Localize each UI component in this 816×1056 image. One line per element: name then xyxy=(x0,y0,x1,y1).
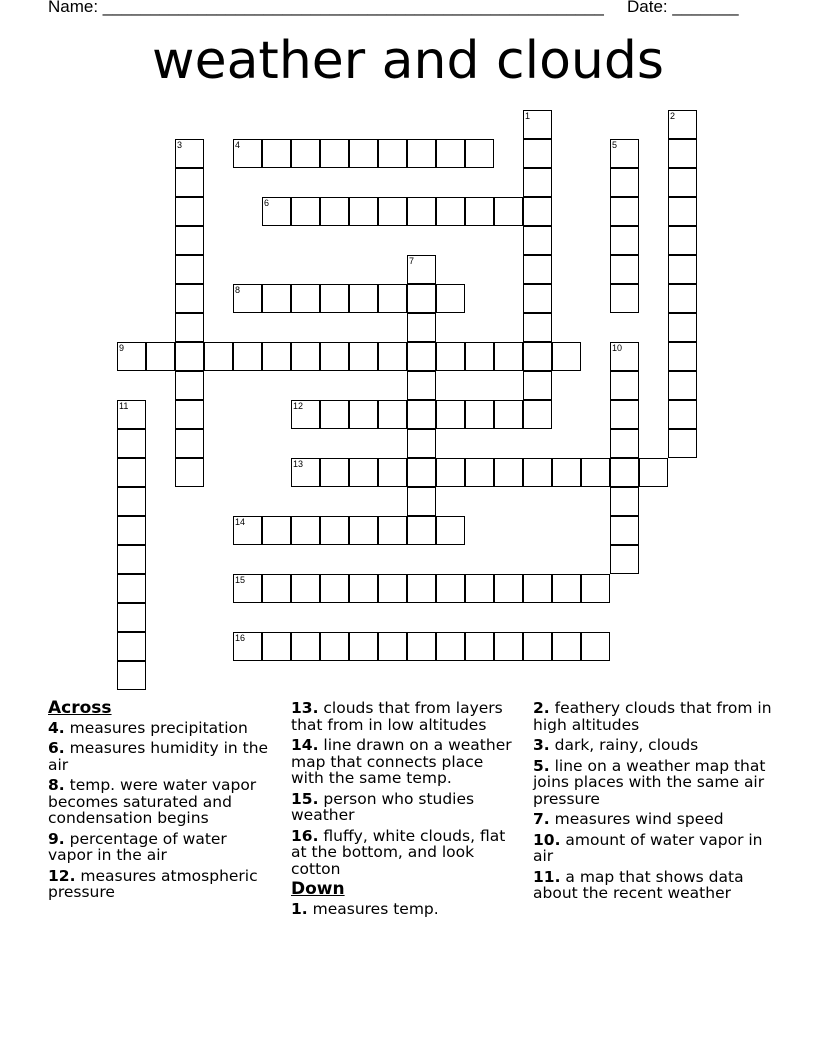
grid-cell[interactable] xyxy=(610,516,639,545)
clue-number: 11. xyxy=(533,867,561,886)
clue-number-label: 6 xyxy=(264,198,270,208)
grid-cell[interactable] xyxy=(523,139,552,168)
clue-number-label: 12 xyxy=(293,401,304,411)
clue-text: dark, rainy, clouds xyxy=(549,736,699,754)
grid-cell[interactable] xyxy=(523,168,552,197)
clue-item xyxy=(291,791,516,824)
clue-item xyxy=(48,720,273,737)
clue-column-2 xyxy=(291,700,516,921)
clue-number: 8. xyxy=(48,776,65,794)
grid-cell[interactable] xyxy=(610,371,639,400)
grid-cell[interactable] xyxy=(552,632,581,661)
grid-cell[interactable] xyxy=(320,284,349,313)
clue-text: line on a weather map that joins places with the same air pressure xyxy=(533,756,766,808)
grid-cell[interactable] xyxy=(117,603,146,632)
grid-cell[interactable] xyxy=(320,197,349,226)
clue-number-label: 5 xyxy=(612,140,618,150)
grid-cell[interactable] xyxy=(436,632,465,661)
clue-number: 15. xyxy=(291,789,319,808)
grid-cell[interactable] xyxy=(233,342,262,371)
grid-cell[interactable] xyxy=(349,284,378,313)
grid-cell[interactable] xyxy=(552,458,581,487)
grid-cell[interactable] xyxy=(175,458,204,487)
across-heading: Across xyxy=(48,698,112,718)
clue-text: measures temp. xyxy=(307,899,439,918)
grid-cell[interactable] xyxy=(465,574,494,603)
grid-cell[interactable] xyxy=(349,458,378,487)
grid-cell[interactable] xyxy=(407,400,436,429)
clue-text: temp. were water vapor becomes saturated and condensation begins xyxy=(48,776,257,827)
grid-cell[interactable] xyxy=(436,574,465,603)
grid-cell[interactable] xyxy=(175,371,204,400)
grid-cell[interactable] xyxy=(668,197,697,226)
grid-cell[interactable] xyxy=(320,632,349,661)
clue-item xyxy=(48,777,273,827)
clue-number-label: 4 xyxy=(235,140,241,150)
grid-cell[interactable] xyxy=(581,632,610,661)
grid-cell[interactable] xyxy=(320,574,349,603)
grid-cell[interactable] xyxy=(175,168,204,197)
clue-number-label: 8 xyxy=(235,285,241,295)
grid-cell[interactable] xyxy=(668,168,697,197)
grid-cell[interactable] xyxy=(610,255,639,284)
clue-text: clouds that from layers that from in low altitudes xyxy=(291,699,503,734)
clue-number: 13. xyxy=(291,699,319,717)
grid-cell[interactable] xyxy=(320,516,349,545)
grid-cell[interactable] xyxy=(668,284,697,313)
grid-cell[interactable] xyxy=(523,342,552,371)
grid-cell[interactable] xyxy=(523,574,552,603)
grid-cell[interactable] xyxy=(407,139,436,168)
grid-cell[interactable] xyxy=(639,458,668,487)
grid-cell[interactable] xyxy=(465,197,494,226)
grid-cell[interactable] xyxy=(117,458,146,487)
clue-number-label: 9 xyxy=(119,343,125,353)
clue-number-label: 3 xyxy=(177,140,183,150)
grid-cell[interactable] xyxy=(349,139,378,168)
grid-cell[interactable] xyxy=(523,400,552,429)
clue-item xyxy=(48,868,273,901)
grid-cell[interactable] xyxy=(407,371,436,400)
clue-number-label: 7 xyxy=(409,256,415,266)
grid-cell[interactable] xyxy=(117,632,146,661)
grid-cell[interactable] xyxy=(175,197,204,226)
grid-cell[interactable] xyxy=(494,342,523,371)
grid-cell[interactable] xyxy=(523,458,552,487)
grid-cell[interactable] xyxy=(117,516,146,545)
grid-cell[interactable] xyxy=(668,429,697,458)
clue-item xyxy=(291,901,516,918)
clue-number: 10. xyxy=(533,830,561,849)
grid-cell[interactable] xyxy=(436,197,465,226)
grid-cell[interactable] xyxy=(291,139,320,168)
clue-number: 4. xyxy=(48,718,65,737)
grid-cell[interactable] xyxy=(407,429,436,458)
clue-item xyxy=(48,831,273,864)
clue-number: 12. xyxy=(48,866,76,885)
down-heading: Down xyxy=(291,879,345,899)
grid-cell[interactable] xyxy=(175,313,204,342)
grid-cell[interactable] xyxy=(581,458,610,487)
clue-item xyxy=(533,832,773,865)
clue-item xyxy=(533,758,773,808)
grid-cell[interactable] xyxy=(465,342,494,371)
grid-cell[interactable] xyxy=(610,429,639,458)
grid-cell[interactable] xyxy=(378,284,407,313)
grid-cell[interactable] xyxy=(668,139,697,168)
grid-cell[interactable] xyxy=(320,139,349,168)
clue-number-label: 1 xyxy=(525,111,531,121)
grid-cell[interactable] xyxy=(407,284,436,313)
grid-cell[interactable] xyxy=(523,226,552,255)
grid-cell[interactable] xyxy=(349,400,378,429)
grid-cell[interactable] xyxy=(610,226,639,255)
grid-cell[interactable] xyxy=(581,574,610,603)
grid-cell[interactable] xyxy=(291,197,320,226)
clue-column-3 xyxy=(533,700,773,906)
grid-cell[interactable] xyxy=(117,545,146,574)
grid-cell[interactable] xyxy=(117,661,146,690)
grid-cell[interactable] xyxy=(349,342,378,371)
grid-cell[interactable] xyxy=(465,400,494,429)
grid-cell[interactable] xyxy=(610,400,639,429)
grid-cell[interactable] xyxy=(378,574,407,603)
grid-cell[interactable] xyxy=(407,458,436,487)
grid-cell[interactable] xyxy=(494,400,523,429)
grid-cell[interactable] xyxy=(291,632,320,661)
clue-number: 14. xyxy=(291,736,319,754)
grid-cell[interactable] xyxy=(349,516,378,545)
grid-cell[interactable] xyxy=(262,342,291,371)
clue-number-label: 15 xyxy=(235,575,246,585)
grid-cell[interactable] xyxy=(610,487,639,516)
clue-item xyxy=(533,811,773,828)
grid-cell[interactable] xyxy=(407,574,436,603)
clue-text: a map that shows data about the recent weather xyxy=(533,867,744,902)
grid-cell[interactable] xyxy=(436,458,465,487)
clue-item xyxy=(291,700,516,733)
grid-cell[interactable] xyxy=(523,371,552,400)
clue-text: line drawn on a weather map that connects place with the same temp. xyxy=(291,736,512,787)
clue-number-label: 14 xyxy=(235,517,246,527)
clue-number-label: 13 xyxy=(293,459,304,469)
clue-column-1 xyxy=(48,700,273,905)
clue-number-label: 16 xyxy=(235,633,246,643)
grid-cell[interactable] xyxy=(262,574,291,603)
clue-number: 7. xyxy=(533,810,550,828)
clue-number: 9. xyxy=(48,829,65,848)
grid-cell[interactable] xyxy=(407,197,436,226)
grid-cell[interactable] xyxy=(262,632,291,661)
clue-item xyxy=(291,737,516,787)
grid-cell[interactable] xyxy=(262,516,291,545)
grid-cell[interactable] xyxy=(175,429,204,458)
grid-cell[interactable] xyxy=(175,342,204,371)
grid-cell[interactable] xyxy=(175,255,204,284)
grid-cell[interactable] xyxy=(668,255,697,284)
grid-cell[interactable] xyxy=(668,371,697,400)
grid-cell[interactable] xyxy=(407,632,436,661)
grid-cell[interactable] xyxy=(523,313,552,342)
grid-cell[interactable] xyxy=(378,458,407,487)
clue-number-label: 10 xyxy=(612,343,623,353)
clue-text: percentage of water vapor in the air xyxy=(48,829,227,864)
clue-item xyxy=(291,828,516,878)
clue-number-label: 2 xyxy=(670,111,676,121)
grid-cell[interactable] xyxy=(407,313,436,342)
grid-cell[interactable] xyxy=(523,284,552,313)
grid-cell[interactable] xyxy=(668,400,697,429)
clue-text: measures wind speed xyxy=(549,810,724,828)
grid-cell[interactable] xyxy=(175,400,204,429)
grid-cell[interactable] xyxy=(146,342,175,371)
grid-cell[interactable] xyxy=(291,574,320,603)
clue-text: fluffy, white clouds, flat at the bottom, and look cotton xyxy=(291,826,506,878)
grid-cell[interactable] xyxy=(436,400,465,429)
grid-cell[interactable] xyxy=(262,139,291,168)
grid-cell[interactable] xyxy=(349,632,378,661)
grid-cell[interactable] xyxy=(610,197,639,226)
grid-cell[interactable] xyxy=(378,516,407,545)
clue-item xyxy=(533,737,773,754)
clue-number: 5. xyxy=(533,756,550,775)
clue-item xyxy=(533,700,773,733)
grid-cell[interactable] xyxy=(378,197,407,226)
grid-cell[interactable] xyxy=(204,342,233,371)
grid-cell[interactable] xyxy=(552,342,581,371)
clue-text: measures precipitation xyxy=(64,718,248,737)
clue-number: 3. xyxy=(533,736,550,754)
name-field[interactable]: Name: _____________________________________________________ xyxy=(48,0,604,16)
grid-cell[interactable] xyxy=(610,458,639,487)
grid-cell[interactable] xyxy=(552,574,581,603)
grid-cell[interactable] xyxy=(523,197,552,226)
grid-cell[interactable] xyxy=(494,458,523,487)
grid-cell[interactable] xyxy=(668,226,697,255)
grid-cell[interactable] xyxy=(610,545,639,574)
grid-cell[interactable] xyxy=(117,429,146,458)
grid-cell[interactable] xyxy=(117,574,146,603)
clue-text: measures humidity in the air xyxy=(48,739,269,774)
clue-number: 1. xyxy=(291,899,308,918)
grid-cell[interactable] xyxy=(465,632,494,661)
grid-cell[interactable] xyxy=(378,139,407,168)
grid-cell[interactable] xyxy=(291,516,320,545)
date-field[interactable]: Date: _______ xyxy=(627,0,739,16)
grid-cell[interactable] xyxy=(262,284,291,313)
grid-cell[interactable] xyxy=(523,255,552,284)
clue-number-label: 11 xyxy=(119,401,129,411)
grid-cell[interactable] xyxy=(320,342,349,371)
grid-cell[interactable] xyxy=(175,226,204,255)
grid-cell[interactable] xyxy=(436,516,465,545)
clue-number: 16. xyxy=(291,826,319,845)
clue-text: measures atmospheric pressure xyxy=(48,866,258,901)
grid-cell[interactable] xyxy=(610,284,639,313)
grid-cell[interactable] xyxy=(668,313,697,342)
grid-cell[interactable] xyxy=(494,197,523,226)
clue-text: feathery clouds that from in high altitudes xyxy=(533,699,772,734)
grid-cell[interactable] xyxy=(117,487,146,516)
grid-cell[interactable] xyxy=(465,458,494,487)
grid-cell[interactable] xyxy=(436,284,465,313)
puzzle-title: weather and clouds xyxy=(152,31,664,91)
grid-cell[interactable] xyxy=(378,632,407,661)
clue-item xyxy=(533,869,773,902)
grid-cell[interactable] xyxy=(494,632,523,661)
grid-cell[interactable] xyxy=(349,197,378,226)
grid-cell[interactable] xyxy=(494,574,523,603)
grid-cell[interactable] xyxy=(291,342,320,371)
grid-cell[interactable] xyxy=(436,139,465,168)
grid-cell[interactable] xyxy=(349,574,378,603)
clue-number: 2. xyxy=(533,699,550,717)
clue-text: person who studies weather xyxy=(291,789,475,824)
clue-text: amount of water vapor in air xyxy=(533,830,763,865)
clue-number: 6. xyxy=(48,739,65,757)
grid-cell[interactable] xyxy=(465,139,494,168)
grid-cell[interactable] xyxy=(436,342,465,371)
grid-cell[interactable] xyxy=(407,342,436,371)
clue-item xyxy=(48,740,273,773)
grid-cell[interactable] xyxy=(668,342,697,371)
grid-cell[interactable] xyxy=(320,458,349,487)
grid-cell[interactable] xyxy=(610,168,639,197)
grid-cell[interactable] xyxy=(378,342,407,371)
grid-cell[interactable] xyxy=(175,284,204,313)
grid-cell[interactable] xyxy=(407,487,436,516)
grid-cell[interactable] xyxy=(523,632,552,661)
grid-cell[interactable] xyxy=(320,400,349,429)
grid-cell[interactable] xyxy=(407,516,436,545)
grid-cell[interactable] xyxy=(291,284,320,313)
grid-cell[interactable] xyxy=(378,400,407,429)
